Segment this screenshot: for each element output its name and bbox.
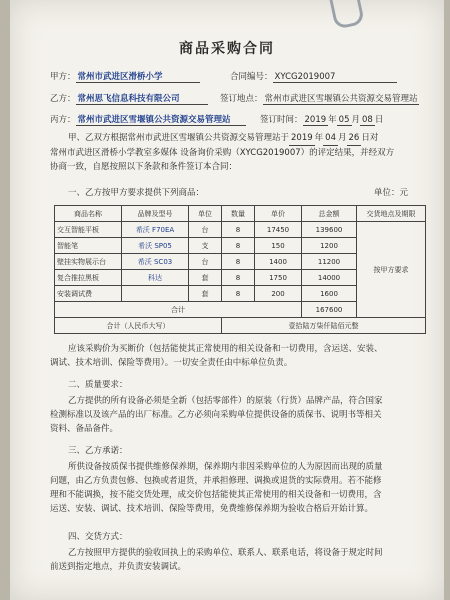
contract-no-value: XYCG2019007	[273, 72, 397, 83]
promise-paragraph: 所供设备按质保书提供维修保养期，保养期内非因采购单位的人为原因而出现的质量 问题，由乙方负责包修、包换或者退货，并承担修理、调换或退货的实际费用。若不能修 理和不能调换，按不能交货处理，成交价包括能使其正常使用的相关设备和一切费用，含 运送、安装、调试、技术培训、保险等费用，免费维修保养期为验收合格后开始计算。	[50, 462, 383, 514]
table-row: 安装调试费 套 8 200 1600	[55, 286, 426, 302]
unit-label: 单位：元	[374, 188, 409, 198]
section-3-heading: 三、乙方承诺：	[68, 446, 128, 456]
table-header-row: 商品名称 品牌及型号 单位 数量 单价 总金额 交货地点及期限	[55, 206, 426, 222]
total-row: 合计（人民币大写） 壹拾陆万柒仟陆佰元整	[55, 318, 426, 334]
items-table	[54, 205, 426, 334]
section-1-heading: 一、乙方按甲方要求提供下列商品：	[68, 188, 205, 198]
party-c-value: 常州市武进区雪堰镇公共资源交易管理站	[76, 113, 246, 126]
sign-time-row: 签订时间： 2019 年 05 月 08 日	[260, 115, 384, 125]
price-note: 应该采购价为买断价（包括能使其正常使用的相关设备和一切费用，含运送、安装、 调试、技术培训、保险等费用）。一切安全责任由中标单位负责。	[50, 344, 383, 368]
party-a-row: 甲方： 常州市武进区滑桥小学	[50, 70, 200, 83]
table-row: 交互智能平板 希沃 F70EA 台 8 17450 139600 按甲方要求	[55, 222, 426, 238]
party-c-row: 丙方： 常州市武进区雪堰镇公共资源交易管理站	[50, 113, 246, 126]
party-b-value: 常州思飞信息科技有限公司	[76, 92, 208, 105]
sign-place-value: 常州市武进区雪堰镇公共资源交易管理站	[264, 94, 418, 104]
page-title: 商品采购合同	[179, 41, 275, 57]
delivery-paragraph: 乙方按照甲方提供的验收回执上的采购单位、联系人、联系电话，将设备于规定时间 前送到指定地点，并负责安装调试。	[50, 548, 383, 572]
paper-clip-icon	[329, 0, 365, 30]
section-2-heading: 二、质量要求：	[68, 380, 128, 390]
delivery-cell: 按甲方要求	[357, 222, 426, 318]
contract-paper	[10, 0, 444, 600]
table-row: 复合推拉黑板 科达 套 8 1750 14000	[55, 270, 426, 286]
party-b-row: 乙方： 常州思飞信息科技有限公司	[50, 92, 208, 105]
subtotal-row: 合计 167600	[55, 302, 426, 318]
sign-place-row: 签订地点： 常州市武进区雪堰镇公共资源交易管理站	[220, 94, 418, 104]
contract-no-row: 合同编号： XYCG2019007	[230, 70, 397, 83]
table-row: 智能笔 希沃 SP05 支 8 150 1200	[55, 238, 426, 254]
party-a-value: 常州市武进区滑桥小学	[76, 70, 200, 83]
section-4-heading: 四、交货方式：	[68, 532, 128, 542]
intro-paragraph: 甲、乙双方根据常州市武进区雪堰镇公共资源交易管理站于 2019 年 04 月 26 日对 常州市武进区滑桥小学教室多媒体 设备询价采购（XYCG2019007）的评定结果，并经双方 协商一致，自愿按照以下条款和条件签订本合同：	[50, 133, 395, 172]
table-row: 壁挂实物展示台 希沃 SC03 台 8 1400 11200	[55, 254, 426, 270]
quality-paragraph: 乙方提供的所有设备必须是全新（包括零部件）的原装（行货）品牌产品，符合国家 检测标准以及该产品的出厂标准。乙方必须向采购单位提供设备的质保书、说明书等相关 资料、备品备件。	[50, 396, 383, 434]
